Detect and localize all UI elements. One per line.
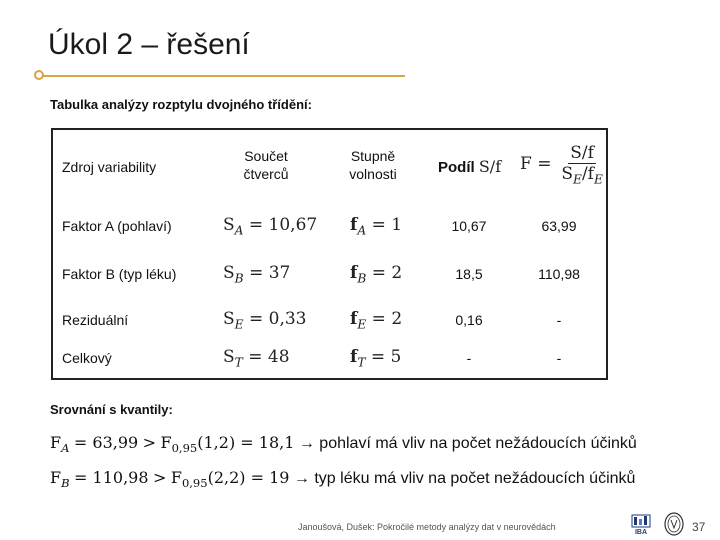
df-symbol: f [350,347,358,367]
cmp-lhs-val: = 110,98 [74,468,149,487]
row-degrees-of-freedom [350,309,402,331]
ss-subscript: B [234,271,244,286]
ss-subscript: E [234,317,244,332]
row-source: Celkový [62,350,112,366]
ss-value: = 10,67 [248,215,318,235]
cmp-q-sym: F [170,468,182,487]
row-source: Faktor B (typ léku) [62,266,177,282]
df-subscript: A [357,223,367,238]
row-sum-of-squares [223,347,290,369]
page-number: 37 [692,520,706,534]
ss-value: = 48 [248,347,290,367]
cmp-op: > [152,468,167,487]
footer-credit: Janoušová, Dušek: Pokročilé metody analýzy dat v neurovědách [298,522,556,532]
slide-title: Úkol 2 – řešení [48,28,250,61]
df-value: = 2 [371,309,403,329]
title-bullet-dot [34,70,44,80]
cmp-q-sub: 0,95 [171,441,198,456]
cmp-lhs-sym: F [50,468,62,487]
cmp-q-sub: 0,95 [181,476,208,491]
comparison-line-b [50,468,635,490]
cmp-q-args: (1,2) = 18,1 [197,433,295,452]
df-symbol: f [350,263,358,283]
cmp-conclusion: → pohlaví má vliv na počet nežádoucích účinků [298,435,637,452]
df-subscript: E [357,317,367,332]
row-degrees-of-freedom [350,215,402,237]
header-ms-expr: S/f [478,157,502,176]
row-f-value: 63,99 [541,218,577,234]
df-symbol: f [350,215,358,235]
row-degrees-of-freedom [350,263,402,285]
df-value: = 2 [371,263,403,283]
row-mean-square: 18,5 [455,266,483,282]
table-caption: Tabulka analýzy rozptylu dvojného třídění: [50,97,312,112]
row-degrees-of-freedom [350,347,401,369]
ss-symbol: S [223,309,235,329]
header-ms-word: Podíl [438,159,475,176]
header-ss-line1: Součet [244,148,288,164]
df-value: = 5 [370,347,402,367]
row-source: Faktor A (pohlaví) [62,218,172,234]
row-mean-square: - [466,350,472,366]
row-sum-of-squares [223,263,290,285]
cmp-lhs-sub: A [61,441,70,456]
df-symbol: f [350,309,358,329]
df-subscript: T [357,355,366,370]
header-f-den: $S_E/f_E$ [561,163,603,186]
cmp-lhs-val: = 63,99 [73,433,139,452]
title-underline [40,75,405,77]
row-f-value: - [556,312,562,328]
row-source: Reziduální [62,312,129,328]
ss-subscript: T [234,355,243,370]
comparison-line-a [50,433,637,455]
row-sum-of-squares [223,215,317,237]
header-f-ratio [520,144,605,187]
cmp-q-args: (2,2) = 19 [207,468,290,487]
header-df-line2: volnosti [349,165,397,182]
header-f-left: F = [520,154,552,175]
university-seal-icon [663,512,685,536]
header-ss-line2: čtverců [243,165,289,182]
compare-caption: Srovnání s kvantily: [50,402,173,417]
cmp-q-sym: F [160,433,172,452]
ss-value: = 37 [249,263,291,283]
header-source: Zdroj variability [62,159,157,175]
ss-symbol: S [223,263,235,283]
row-f-value: - [556,350,562,366]
cmp-lhs-sub: B [61,476,70,491]
df-subscript: B [357,271,367,286]
iba-logo-icon [628,513,654,535]
iba-logo-text: IBA [634,529,648,535]
ss-subscript: A [234,223,244,238]
cmp-conclusion: → typ léku má vliv na počet nežádoucích účinků [293,470,636,487]
header-f-num: S/f [570,143,594,163]
header-df-line1: Stupně [350,148,396,164]
ss-symbol: S [223,347,235,367]
header-sum-of-squares [231,148,301,183]
row-mean-square: 0,16 [455,312,483,328]
anova-table [51,128,608,380]
header-mean-square [438,157,501,176]
row-sum-of-squares [223,309,307,331]
cmp-op: > [142,433,157,452]
ss-symbol: S [223,215,235,235]
row-mean-square: 10,67 [451,218,487,234]
row-f-value: 110,98 [538,266,580,282]
ss-value: = 0,33 [249,309,307,329]
df-value: = 1 [371,215,403,235]
cmp-lhs-sym: F [50,433,62,452]
header-f-fraction [559,144,605,187]
header-degrees-of-freedom [338,148,408,183]
